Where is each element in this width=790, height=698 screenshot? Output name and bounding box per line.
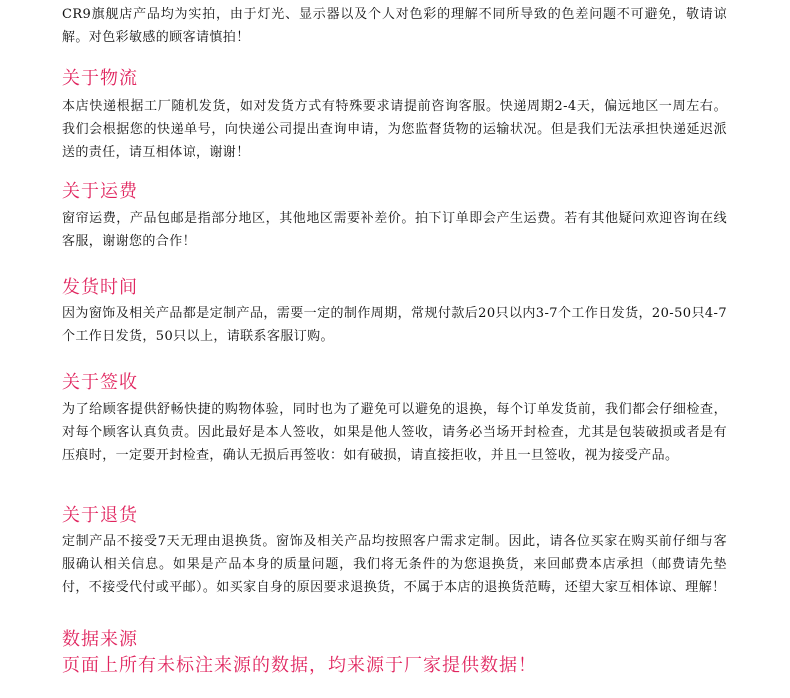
paragraph-delivery-time: 因为窗饰及相关产品都是定制产品，需要一定的制作周期，常规付款后20只以内3-7个工作日发货，20-50只4-7个工作日发货，50只以上，请联系客服订购。 bbox=[62, 306, 727, 344]
heading-data-source: 数据来源 bbox=[62, 629, 138, 650]
heading-returns: 关于退货 bbox=[62, 505, 138, 526]
heading-shipping-fee: 关于运费 bbox=[62, 181, 138, 202]
paragraph-returns: 定制产品不接受7天无理由退换货。窗饰及相关产品均按照客户需求定制。因此，请各位买家在购买前仔细与客服确认相关信息。如果是产品本身的质量问题，我们将无条件的为您退换货，来回邮费本店承担（邮费请先垫付，不接受代付或平邮）。如买家自身的原因要求退换货，不属于本店的退换货范畴，还望大家互相体谅、理解！ bbox=[62, 534, 727, 595]
intro-paragraph: CR9旗舰店产品均为实拍，由于灯光、显示器以及个人对色彩的理解不同所导致的色差问题不可避免，敬请谅解。对色彩敏感的顾客请慎拍！ bbox=[62, 7, 727, 45]
heading-receipt: 关于签收 bbox=[62, 372, 138, 393]
paragraph-shipping-fee: 窗帘运费，产品包邮是指部分地区，其他地区需要补差价。拍下订单即会产生运费。若有其他疑问欢迎咨询在线客服，谢谢您的合作！ bbox=[62, 211, 727, 249]
heading-delivery-time: 发货时间 bbox=[62, 277, 138, 298]
heading-logistics: 关于物流 bbox=[62, 68, 138, 89]
paragraph-receipt: 为了给顾客提供舒畅快捷的购物体验，同时也为了避免可以避免的退换，每个订单发货前，我们都会仔细检查，对每个顾客认真负责。因此最好是本人签收，如果是他人签收，请务必当场开封检查，尤其是包装破损或者是有压痕时，一定要开封检查，确认无损后再签收：如有破损，请直接拒收，并且一旦签收，视为接受产品。 bbox=[62, 402, 727, 463]
paragraph-logistics: 本店快递根据工厂随机发货，如对发货方式有特殊要求请提前咨询客服。快递周期2-4天，偏远地区一周左右。我们会根据您的快递单号，向快递公司提出查询申请，为您监督货物的运输状况。但是我们无法承担快递延迟派送的责任，请互相体谅，谢谢！ bbox=[62, 99, 727, 160]
data-source-notice: 页面上所有未标注来源的数据，均来源于厂家提供数据！ bbox=[62, 655, 537, 676]
